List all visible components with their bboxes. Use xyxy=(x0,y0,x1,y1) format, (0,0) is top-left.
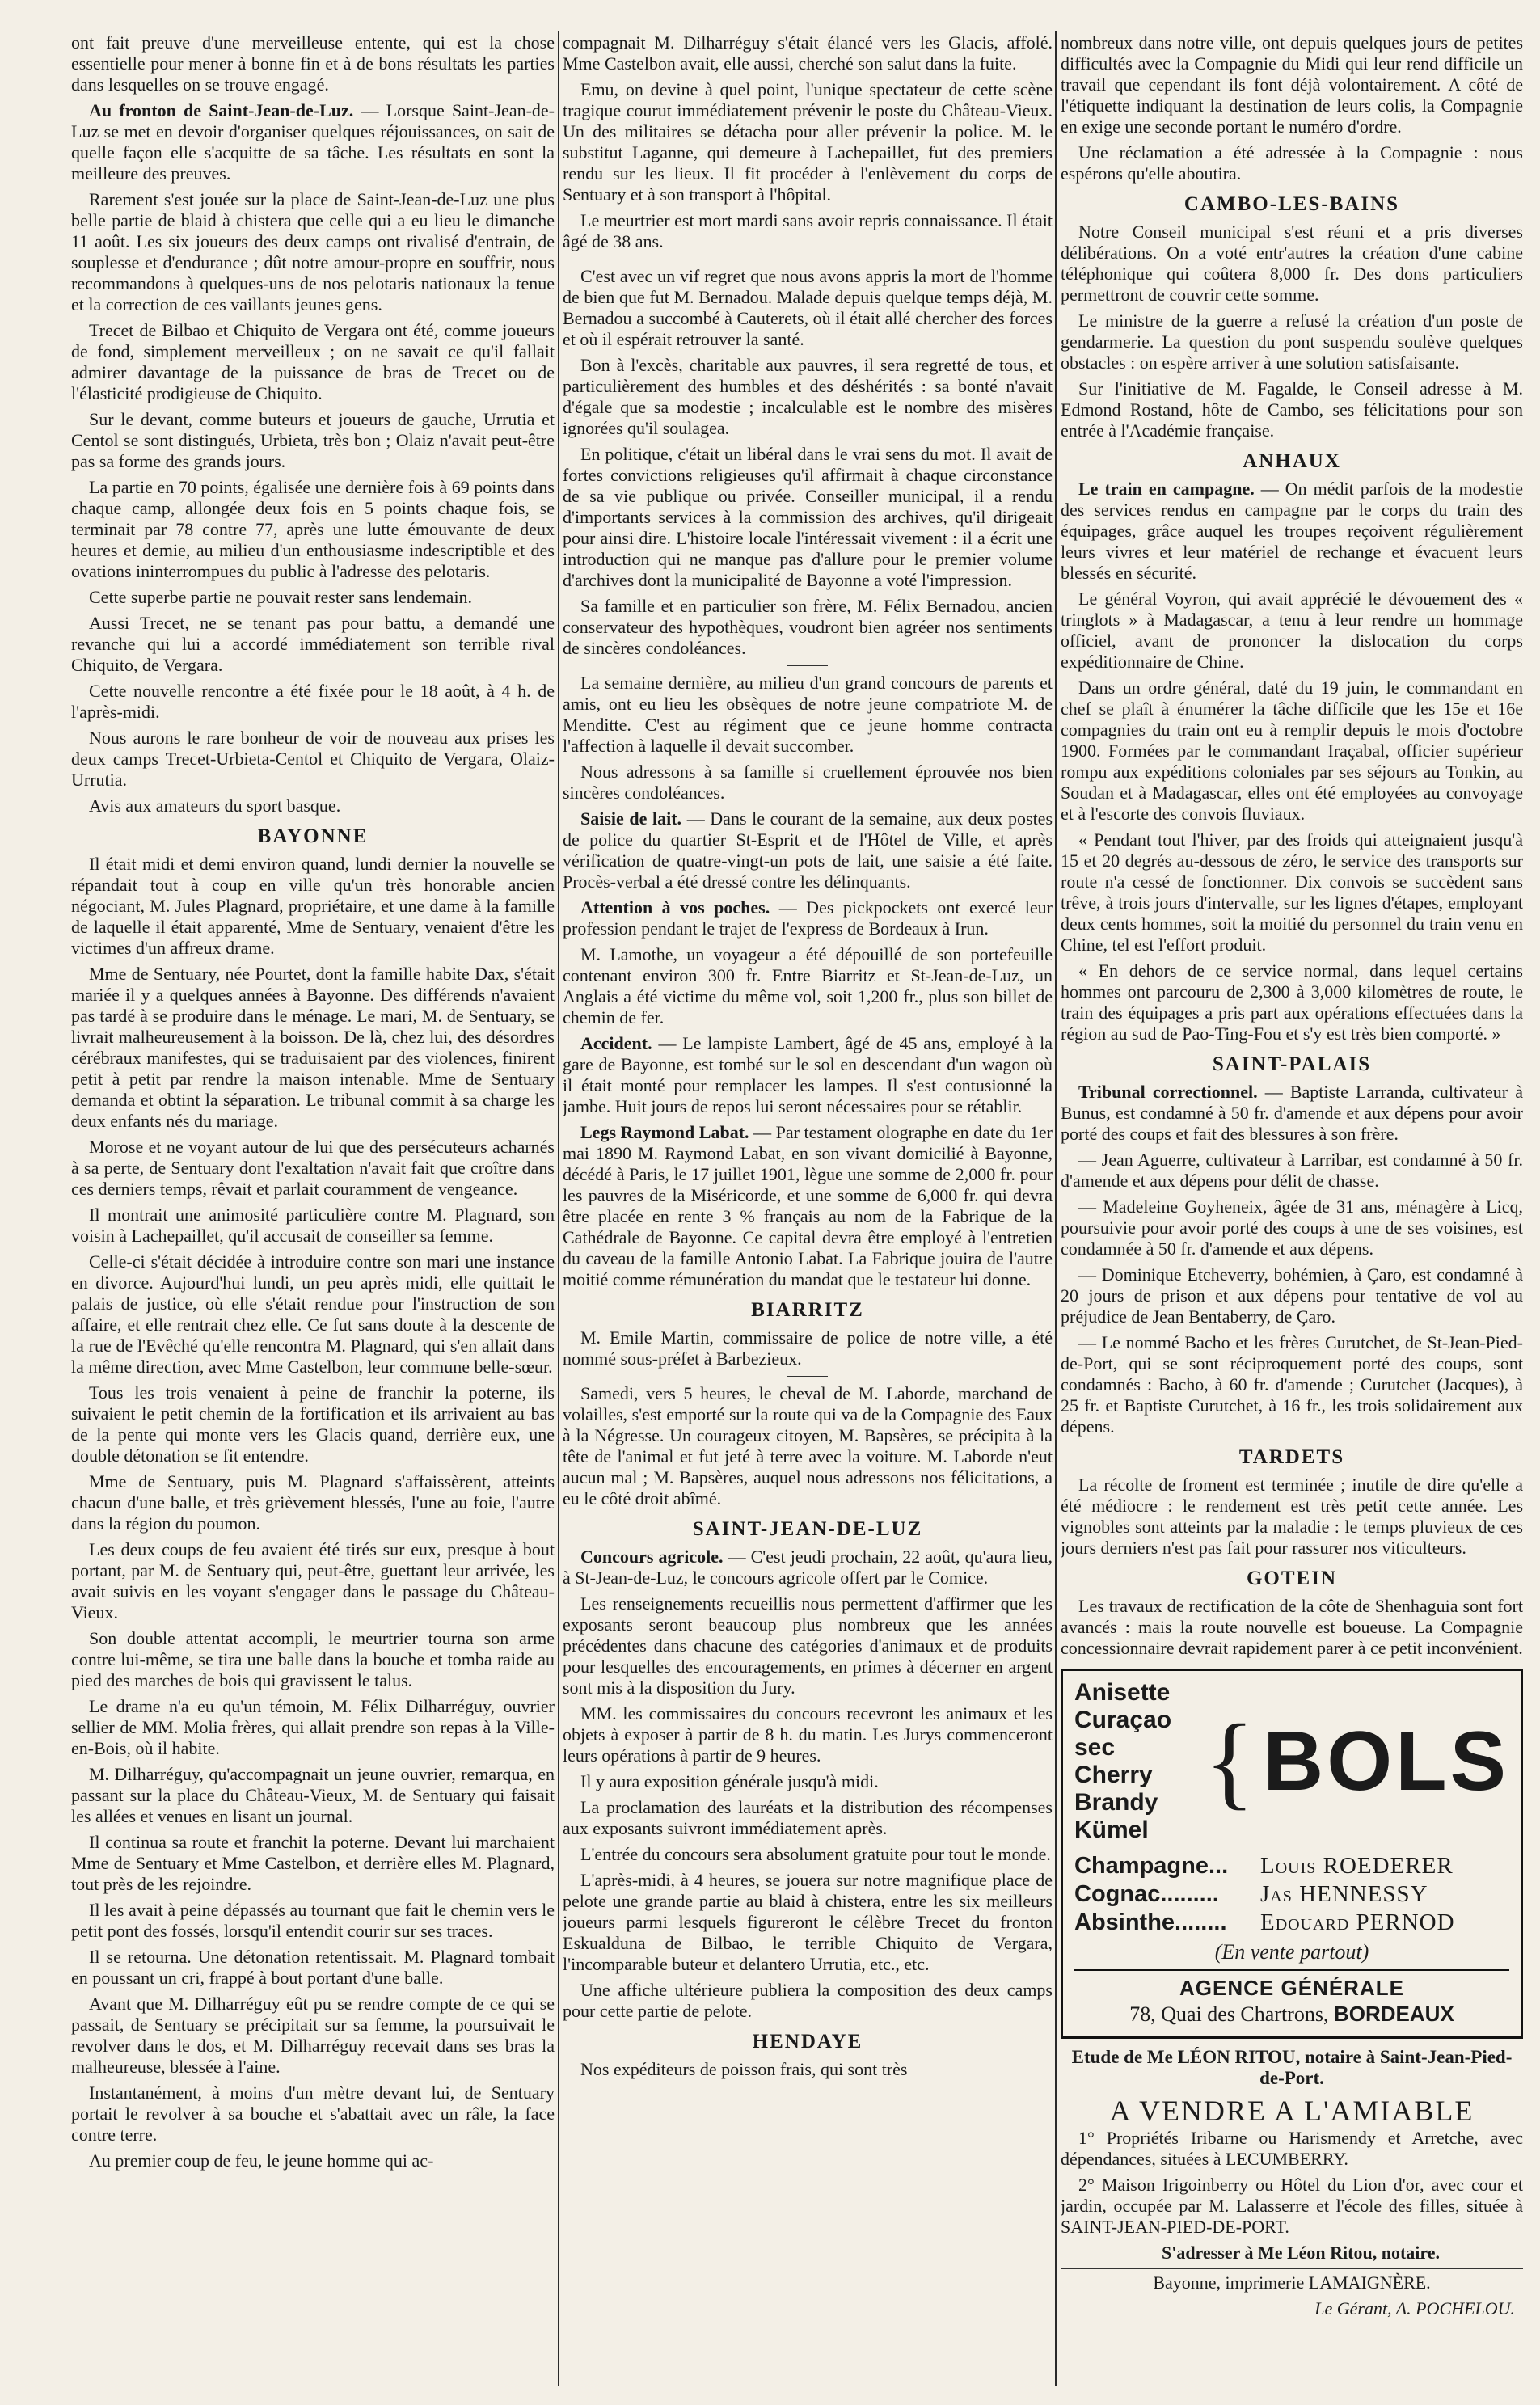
article-text: — Jean Aguerre, cultivateur à Larribar, est condamné à 50 fr. d'amende et aux dépens pour délit de chasse. xyxy=(1061,1150,1523,1191)
article-text: Il était midi et demi environ quand, lundi dernier la nouvelle se répandait tout à coup en ville qu'un très honorable ancien négociant, M. Jules Plagnard, propriétaire, et une dame à la famille de laquelle il était apparenté, Mme de Sentuary, venaient d'être les victimes d'un affreux drame. xyxy=(71,854,555,958)
ad-agency: AGENCE GÉNÉRALE xyxy=(1179,1976,1404,2000)
article-text: — C'est jeudi prochain, 22 août, qu'aura lieu, à St-Jean-de-Luz, le concours agricole offert par le Comice. xyxy=(563,1546,1053,1588)
article-text: — Madeleine Goyheneix, âgée de 31 ans, ménagère à Licq, poursuivie pour avoir porté des coups à une de ses voisines, est condamnée à 50 fr. d'amende et aux dépens. xyxy=(1061,1196,1523,1259)
article-text: — Lorsque Saint-Jean-de-Luz se met en devoir d'organiser quelques réjouissances, on sait de quelle façon elle s'acquitte de sa tâche. Les résultats en sont la meilleure des preuves. xyxy=(71,100,555,184)
article-text: Il montrait une animosité particulière contre M. Plagnard, son voisin à Lachepaillet, qu'il accusait de conseiller sa femme. xyxy=(71,1205,555,1246)
article-text: Sur l'initiative de M. Fagalde, le Conseil adresse à M. Edmond Rostand, hôte de Cambo, ses félicitations pour son entrée à l'Académie française. xyxy=(1061,378,1523,441)
column-1 xyxy=(71,32,555,2381)
article-text: L'entrée du concours sera absolument gratuite pour tout le monde. xyxy=(580,1844,1051,1864)
article-text: Morose et ne voyant autour de lui que des persécuteurs acharnés à sa perte, de Sentuary dont l'exaltation n'avait fait que croître dans ces derniers temps, rêvait et parlait couramment de vengeance. xyxy=(71,1137,555,1199)
article-paragraph xyxy=(71,100,555,184)
article-text: Une affiche ultérieure publiera la composition des deux camps pour cette partie de pelote. xyxy=(563,1980,1053,2021)
liqueur-item: Curaçao sec xyxy=(1074,1707,1172,1761)
ad-note: (En vente partout) xyxy=(1214,1940,1369,1964)
article-text: compagnait M. Dilharréguy s'était élancé vers les Glacis, affolé. Mme Castelbon avait, elle aussi, cherché son salut dans la fuite. xyxy=(563,32,1053,74)
section-heading: TARDETS xyxy=(1238,1446,1345,1468)
article-text: — Baptiste Larranda, cultivateur à Bunus, est condamné à 50 fr. d'amende et aux dépens pour avoir porté des coups et fait des blessures à son frère. xyxy=(1061,1082,1523,1144)
article-text: Il y aura exposition générale jusqu'à midi. xyxy=(580,1771,879,1791)
product-maker: Edouard PERNOD xyxy=(1260,1909,1455,1935)
article-text: « Pendant tout l'hiver, par des froids qui atteignaient jusqu'à 15 et 20 degrés au-dessous de zéro, le service des transports sur route n'a cessé de fonctionner. Dix convois se succèdent sans trêve, à trois jours d'intervalle, sur les lignes d'étapes, employant deux cents hommes, soit la moitié du personnel du train venu en Chine, tel est l'effort produit. xyxy=(1061,829,1523,955)
article-text: Trecet de Bilbao et Chiquito de Vergara ont été, comme joueurs de fond, simplement merveilleux ; on ne savait ce qu'il fallait admirer davantage de la puissance de bras de Trecet ou de l'élasticité prodigieuse de Chiquito. xyxy=(71,320,555,403)
article-text: Il continua sa route et franchit la poterne. Devant lui marchaient Mme de Sentuary et Mme Castelbon, et derrière elles M. Plagnard, tout près de les rejoindre. xyxy=(71,1832,555,1894)
bols-advertisement xyxy=(1061,1669,1523,2039)
article-text: Aussi Trecet, ne se tenant pas pour battu, a demandé une revanche qui lui a accordé immédiatement son terrible rival Chiquito, de Vergara. xyxy=(71,613,555,675)
sale-item: 2° Maison Irigoinberry ou Hôtel du Lion d'or, avec cour et jardin, occupée par M. Lalasserre et l'école des filles, située à SAINT-JEAN-PIED-DE-PORT. xyxy=(1061,2175,1523,2237)
article-text: Son double attentat accompli, le meurtrier tourna son arme contre lui-même, se tira une balle dans la bouche et tomba raide au pied des marches de bois qui gravissent le talus. xyxy=(71,1628,555,1690)
article-text: Les renseignements recueillis nous permettent d'affirmer que les exposants seront beaucoup plus nombreux que les années précédentes dans chacune des catégories d'animaux et de produits pour lesquelles des encouragements, en primes à décerner en argent sont mis à la disposition du Jury. xyxy=(563,1593,1053,1698)
section-heading: HENDAYE xyxy=(752,2031,863,2053)
product-row xyxy=(1074,1852,1509,1880)
article-text: Mme de Sentuary, puis M. Plagnard s'affaissèrent, atteints chacun d'une balle, et très grièvement blessés, l'une au foie, l'autre dans la région du poumon. xyxy=(71,1471,555,1534)
article-text: Cette superbe partie ne pouvait rester sans lendemain. xyxy=(89,587,473,607)
article-text: — Le lampiste Lambert, âgé de 45 ans, employé à la gare de Bayonne, est tombé sur le sol en descendant d'un wagon où il était monté pour remplacer les lampes. Il s'est contusionné la jambe. Huit jours de repos lui seront nécessaires pour se rétablir. xyxy=(563,1033,1053,1116)
product-name: Cognac......... xyxy=(1074,1881,1219,1907)
article-title: Accident. xyxy=(580,1033,652,1053)
article-text: La récolte de froment est terminée ; inutile de dire qu'elle a été médiocre : le rendement est très petit cette année. Les vignobles sont atteints par la maladie : le temps pluvieux de ces jours derniers n'est pas fait pour rassurer nos viticulteurs. xyxy=(1061,1475,1523,1558)
article-text: Instantanément, à moins d'un mètre devant lui, de Sentuary portait le revolver à sa bouche et s'abattait avec un râle, la face contre terre. xyxy=(71,2082,555,2145)
brace-glyph: { xyxy=(1204,1703,1255,1820)
article-text: Sur le devant, comme buteurs et joueurs de gauche, Urrutia et Centol se sont distingués, Urbieta, très bon ; Olaiz n'avait peut-être pas sa forme des grands jours. xyxy=(71,409,555,471)
article-text: — Dominique Etcheverry, bohémien, à Çaro, est condamné à 20 jours de prison et aux dépens pour tentative de vol au préjudice de Jean Bentaberry, de Çaro. xyxy=(1061,1264,1523,1327)
section-heading: GOTEIN xyxy=(1246,1567,1338,1589)
printer-line: Bayonne, imprimerie LAMAIGNÈRE. xyxy=(1061,2268,1523,2293)
ad-address-street: 78, Quai des Chartrons, xyxy=(1129,2002,1329,2026)
section-heading: SAINT-JEAN-DE-LUZ xyxy=(692,1518,923,1540)
liqueur-item: Anisette xyxy=(1074,1679,1171,1706)
ad-address-city: BORDEAUX xyxy=(1333,2002,1454,2026)
article-title: Saisie de lait. xyxy=(580,808,682,829)
article-text: Il se retourna. Une détonation retentissait. M. Plagnard tombait en poussant un cri, frappé à bout portant d'une balle. xyxy=(71,1947,555,1988)
article-text: Tous les trois venaient à peine de franchir la poterne, ils suivaient le petit chemin de la fortification et ils arrivaient au bas de la pente qui monte vers les Glacis quand, derrière eux, une double détonation se fit entendre. xyxy=(71,1382,555,1466)
article-text: M. Emile Martin, commissaire de police de notre ville, a été nommé sous-préfet à Barbezieux. xyxy=(563,1327,1053,1369)
ad-header xyxy=(1074,1679,1509,1844)
article-paragraph xyxy=(1061,1082,1523,1145)
article-text: Cette nouvelle rencontre a été fixée pour le 18 août, à 4 h. de l'après-midi. xyxy=(71,681,555,722)
article-text: — Dans le courant de la semaine, aux deux postes de police du quartier St-Esprit et de l'Hôtel de Ville, et après vérification de quatre-vingt-un pots de lait, une saisie a été faite. Procès-verbal a été dressé contre les délinquants. xyxy=(563,808,1053,892)
article-text: Bon à l'excès, charitable aux pauvres, il sera regretté de tous, et particulièrement des humbles et des déshérités : sa bonté n'avait d'égale que sa modestie ; incalculable est le nombre des misères ignorées qu'il soulagea. xyxy=(563,355,1053,438)
article-text: Emu, on devine à quel point, l'unique spectateur de cette scène tragique courut immédiatement prévenir le poste du Château-Vieux. Un des militaires se détacha pour aller prévenir la police. M. le substitut Laganne, qui demeure à Lachepaillet, fut des premiers rendu sur les lieux. Il fit procéder à l'enlèvement du corps de Sentuary et à son transport à l'hôpital. xyxy=(563,79,1053,205)
article-text: MM. les commissaires du concours recevront les animaux et les objets à exposer à partir de 8 h. du matin. Les Jurys commenceront leurs opérations à partir de 9 heures. xyxy=(563,1703,1053,1766)
article-text: Les deux coups de feu avaient été tirés sur eux, presque à bout portant, par M. de Sentuary qui, peut-être, guettant leur arrivée, les avait suivis en les voyant s'engager dans le passage du Château-Vieux. xyxy=(71,1539,555,1622)
article-text: ont fait preuve d'une merveilleuse entente, qui est la chose essentielle pour mener à bonne fin et à de bons résultats les parties dans lesquelles on se trouve engagé. xyxy=(71,32,555,95)
article-text: Celle-ci s'était décidée à introduire contre son mari une instance en divorce. Aujourd'hui lundi, un peu après midi, elle quittait le palais de justice, où elle s'était rendue pour l'instruction de son affaire, et elle rentrait chez elle. Ce fut sans doute à la descente de la rue de l'Evêché qu'elle rencontra M. Plagnard, qui s'en allait dans la même direction, avec Mme Castelbon, leur commune belle-sœur. xyxy=(71,1251,555,1377)
article-text: Nous adressons à sa famille si cruellement éprouvée nos bien sincères condoléances. xyxy=(563,762,1053,803)
article-text: Rarement s'est jouée sur la place de Saint-Jean-de-Luz une plus belle partie de blaid à chistera que celle qui a eu lieu le dimanche 11 août. Les six joueurs des deux camps ont rivalisé d'entrain, de souplesse et d'endurance ; dût notre amour-propre en souffrir, nous recommandons à quelques-uns de nos pelotaris nationaux la tenue et la correction de ces vaillants jeunes gens. xyxy=(71,189,555,314)
liqueur-list xyxy=(1074,1679,1198,1844)
article-text: M. Lamothe, un voyageur a été dépouillé de son portefeuille contenant environ 300 fr. Entre Biarritz et St-Jean-de-Luz, un Anglais a été victime du même vol, soit 1,200 fr., plus son billet de chemin de fer. xyxy=(563,944,1053,1027)
article-title: Legs Raymond Labat. xyxy=(580,1122,749,1142)
article-text: Dans un ordre général, daté du 19 juin, le commandant en chef se plaît à énumérer la tâche difficile que les 15e et 16e compagnies du train ont eu à remplir depuis le mois d'octobre 1900. Formées par le commandant Iraçabal, officier supérieur rompu aux expéditions coloniales par ses séjours au Tonkin, au Soudan et à Madagascar, elles ont été employées au convoyage et à l'escorte des convois fluviaux. xyxy=(1061,677,1523,824)
ad-divider xyxy=(1074,1969,1509,1971)
column-rule xyxy=(1055,31,1057,2386)
article-title: Au fronton de Saint-Jean-de-Luz. xyxy=(89,100,354,120)
article-text: — Des pickpockets ont exercé leur profession pendant le trajet de l'express de Bordeaux à Irun. xyxy=(563,897,1053,939)
column-2 xyxy=(563,32,1053,2381)
product-row xyxy=(1074,1880,1509,1909)
product-row xyxy=(1074,1909,1509,1937)
article-paragraph xyxy=(563,808,1053,892)
article-paragraph xyxy=(563,1033,1053,1117)
article-text: « En dehors de ce service normal, dans lequel certains hommes ont parcouru de 2,300 à 3,000 kilomètres de route, le train des équipages a pris part aux opérations effectuées dans la région au sud de Pao-Ting-Fou et s'y est très bien comporté. » xyxy=(1061,960,1523,1044)
article-text: — On médit parfois de la modestie des services rendus en campagne par le corps du train des équipages, grâce auquel les troupes reçoivent régulièrement leurs vivres et leur matériel de rechange et évacuent leurs blessés en sécurité. xyxy=(1061,479,1523,583)
section-heading: SAINT-PALAIS xyxy=(1212,1053,1372,1075)
article-text: Le meurtrier est mort mardi sans avoir repris connaissance. Il était âgé de 38 ans. xyxy=(563,210,1053,251)
article-text: Les travaux de rectification de la côte de Shenhaguia sont fort avancés : mais la route nouvelle est boueuse. La Compagnie concessionnaire devrait rapidement parer à ce petit inconvénient. xyxy=(1061,1596,1523,1658)
article-title: Tribunal correctionnel. xyxy=(1078,1082,1258,1102)
article-text: Notre Conseil municipal s'est réuni et a pris diverses délibérations. On a voté entr'autres la création d'une cabine téléphonique qui coûtera 8,000 fr. Des dons particuliers permettront de couvrir cette somme. xyxy=(1061,222,1523,305)
article-title: Concours agricole. xyxy=(580,1546,724,1567)
article-text: Il les avait à peine dépassés au tournant que fait le chemin vers le petit pont des fossés, lorsqu'il entendit courir sur ses traces. xyxy=(71,1900,555,1941)
article-paragraph xyxy=(563,897,1053,939)
article-paragraph xyxy=(563,1122,1053,1290)
sale-title: A VENDRE A L'AMIABLE xyxy=(1109,2095,1475,2127)
article-text: Le drame n'a eu qu'un témoin, M. Félix Dilharréguy, ouvrier sellier de MM. Molia frères, qui allait prendre son repas à la Ville-en-Bois, où il habite. xyxy=(71,1696,555,1758)
column-3 xyxy=(1061,32,1523,2381)
article-text: Le général Voyron, qui avait apprécié le dévouement des « tringlots » à Madagascar, a tenu à leur rendre un hommage officiel, avant de prononcer la dislocation du corps expéditionnaire de Chine. xyxy=(1061,589,1523,672)
article-text: Au premier coup de feu, le jeune homme qui ac- xyxy=(89,2150,434,2171)
liqueur-item: Kümel xyxy=(1074,1816,1149,1843)
article-text: L'après-midi, à 4 heures, se jouera sur notre magnifique place de pelote une grande partie au blaid à chistera, entre les six meilleurs joueurs parmi lesquels figureront le célèbre Trecet du fronton Eskualduna de Bilbao, le terrible Chiquito de Vergara, l'incomparable buteur et delantero Urrutia, etc., etc. xyxy=(563,1870,1053,1974)
article-text: — Par testament olographe en date du 1er mai 1890 M. Raymond Labat, en son vivant domicilié à Bayonne, décédé à Paris, le 17 juillet 1901, lègue une somme de 2,000 fr. pour les pauvres de la Miséricorde, et une somme de 6,000 fr. qui devra être placée en rente 3 % français au nom de la Fabrique de la Cathédrale de Bayonne. Ce capital devra être employé à l'entretien du caveau de la famille Antonio Labat. La Fabrique jouira de l'autre moitié comme rémunération du mandat que le testateur lui donne. xyxy=(563,1122,1053,1289)
liqueur-item: Cherry Brandy xyxy=(1074,1762,1158,1816)
section-heading: BIARRITZ xyxy=(751,1299,864,1321)
product-name: Absinthe........ xyxy=(1074,1909,1227,1935)
ad-address xyxy=(1074,2003,1509,2025)
article-text: Avis aux amateurs du sport basque. xyxy=(89,795,341,816)
article-text: La semaine dernière, au milieu d'un grand concours de parents et amis, ont eu lieu les obsèques de notre jeune compatriote M. de Menditte. C'est au régiment que ce jeune homme contracta l'affection à laquelle il devait succomber. xyxy=(563,673,1053,756)
article-text: Samedi, vers 5 heures, le cheval de M. Laborde, marchand de volailles, s'est emporté sur la route qui va de la Compagnie des Eaux à la Négresse. Un courageux citoyen, M. Bapsères, se précipita à la tête de l'animal et fut jeté à terre avec la voiture. M. Laborde n'eut aucun mal ; M. Bapsères, auquel nous adressons nos félicitations, a eu le côté droit abîmé. xyxy=(563,1383,1053,1508)
section-heading: BAYONNE xyxy=(257,825,369,847)
article-text: M. Dilharréguy, qu'accompagnait un jeune ouvrier, remarqua, en passant sur la place du Château-Vieux, M. de Sentuary qui faisait les allées et venues en lisant un journal. xyxy=(71,1764,555,1826)
article-text: En politique, c'était un libéral dans le vrai sens du mot. Il avait de fortes convictions religieuses qu'il affirmait à chaque circonstance de sa vie publique ou privée. Conseiller municipal, il a rendu d'importants services à la commission des archives, qu'il dirigeait pour ainsi dire. L'histoire locale l'intéressait vivement : il a écrit une introduction qui ne manque pas d'allure pour le premier volume d'archives dont la municipalité de Bayonne a voté l'impression. xyxy=(563,444,1053,590)
article-text: Avant que M. Dilharréguy eût pu se rendre compte de ce qui se passait, de Sentuary se précipitait sur sa femme, la poursuivait le revolver dans le dos, et M. Dilharréguy recevait dans ses bras la malheureuse, blessée à l'aine. xyxy=(71,1994,555,2077)
article-text: Une réclamation a été adressée à la Compagnie : nous espérons qu'elle aboutira. xyxy=(1061,142,1523,184)
article-title: Attention à vos poches. xyxy=(580,897,770,918)
article-text: Le ministre de la guerre a refusé la création d'un poste de gendarmerie. La question du pont suspendu soulève quelques obstacles : on espère arriver à une solution satisfaisante. xyxy=(1061,310,1523,373)
sale-item: 1° Propriétés Iribarne ou Harismendy et Arretche, avec dépendances, situées à LECUMBERRY. xyxy=(1061,2128,1523,2169)
article-text: nombreux dans notre ville, ont depuis quelques jours de petites difficultés avec la Compagnie du Midi qui leur rend difficile un travail que cependant ils font déjà volontairement. A côté de l'étiquette indiquant la destination de leurs colis, la Compagnie en exige une seconde portant le numéro d'ordre. xyxy=(1061,32,1523,137)
article-text: Sa famille et en particulier son frère, M. Félix Bernadou, ancien conservateur des hypothèques, voudront bien agréer nos sentiments de sincères condoléances. xyxy=(563,596,1053,658)
article-text: — Le nommé Bacho et les frères Curutchet, de St-Jean-Pied-de-Port, qui se sont réciproquement porté des coups, sont condamnés : Bacho, à 60 fr. d'amende ; Curutchet (Jacques), à 25 fr. et Baptiste Curutchet, à 16 fr., les trois solidairement aux dépens. xyxy=(1061,1332,1523,1437)
column-rule xyxy=(558,31,559,2386)
article-text: La proclamation des lauréats et la distribution des récompenses aux exposants suivront immédiatement après. xyxy=(563,1797,1053,1838)
separator xyxy=(787,665,828,666)
brand-logo: BOLS xyxy=(1263,1715,1509,1808)
product-maker: Jas HENNESSY xyxy=(1260,1881,1428,1907)
article-text: Nous aurons le rare bonheur de voir de nouveau aux prises les deux camps Trecet-Urbieta-Centol et Chiquito de Vergara, Olaiz-Urrutia. xyxy=(71,728,555,790)
notary-office: Etude de Me LÉON RITOU, notaire à Saint-Jean-Pied-de-Port. xyxy=(1071,2047,1513,2088)
section-heading: ANHAUX xyxy=(1243,450,1341,472)
article-text: La partie en 70 points, égalisée une dernière fois à 69 points dans chaque camp, allongée deux fois en 5 points chaque fois, se terminait par 78 contre 77, après une lutte émouvante de deux heures et demie, au milieu d'un enthousiasme indescriptible et des ovations ininterrompues du public à l'adresse des pelotaris. xyxy=(71,477,555,581)
article-text: Mme de Sentuary, née Pourtet, dont la famille habite Dax, s'était mariée il y a quelques années à Bayonne. Des différends n'avaient pas tardé à se produire dans le ménage. Le mari, M. de Sentuary, se livrait malheureusement à la boisson. De là, chez lui, des désordres cérébraux manifestes, qui se traduisaient par des violences, finirent petit à petit par rendre la maison intenable. Mme de Sentuary demanda et obtint la séparation. Le tribunal commit à sa charge les deux enfants nés du mariage. xyxy=(71,964,555,1131)
article-text: C'est avec un vif regret que nous avons appris la mort de l'homme de bien que fut M. Bernadou. Malade depuis quelque temps déjà, M. Bernadou a succombé à Cauterets, où il était allé chercher des forces et où il espérait retrouver la santé. xyxy=(563,266,1053,349)
article-title: Le train en campagne. xyxy=(1078,479,1255,499)
separator xyxy=(787,1376,828,1377)
article-paragraph xyxy=(1061,479,1523,584)
section-heading: CAMBO-LES-BAINS xyxy=(1183,193,1400,215)
ad-products xyxy=(1074,1852,1509,1937)
article-paragraph xyxy=(563,1546,1053,1589)
article-text: Nos expéditeurs de poisson frais, qui sont très xyxy=(580,2059,908,2079)
manager-signature: Le Gérant, A. POCHELOU. xyxy=(1314,2298,1515,2319)
sale-contact: S'adresser à Me Léon Ritou, notaire. xyxy=(1161,2243,1441,2263)
product-maker: Louis ROEDERER xyxy=(1260,1853,1454,1879)
product-name: Champagne... xyxy=(1074,1853,1229,1879)
